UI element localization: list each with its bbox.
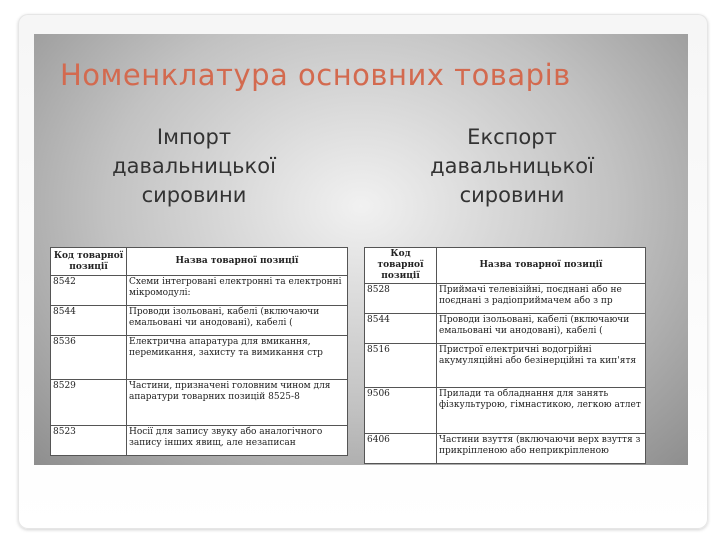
cell-name: Частини, призначені головним чином для апаратури товарних позицій 8525-8 [127, 380, 348, 426]
header-code: Код товарної позиції [51, 248, 127, 276]
cell-name: Пристрої електричні водогрійні акумуляційні або безінерційні та кип'ятя [437, 344, 646, 388]
import-table [50, 247, 348, 456]
table-row [365, 388, 646, 434]
table-header-row [365, 248, 646, 284]
table-row [51, 336, 348, 380]
cell-code: 6406 [365, 434, 437, 464]
cell-code: 8544 [51, 306, 127, 336]
cell-code: 8516 [365, 344, 437, 388]
table-row [365, 434, 646, 464]
cell-code: 8536 [51, 336, 127, 380]
export-table [364, 247, 646, 464]
cell-code: 9506 [365, 388, 437, 434]
import-heading: Імпорт давальницької сировини [112, 125, 276, 207]
cell-code: 8529 [51, 380, 127, 426]
table-row [365, 284, 646, 314]
cell-code: 8523 [51, 426, 127, 456]
table-row [365, 314, 646, 344]
cell-code: 8544 [365, 314, 437, 344]
table-row [51, 426, 348, 456]
cell-name: Електрична апаратура для вмикання, перемикання, захисту та вимикання стр [127, 336, 348, 380]
cell-name: Проводи ізольовані, кабелі (включаючи емальовані чи анодовані), кабелі ( [437, 314, 646, 344]
cell-name: Приймачі телевізійні, поєднані або не поєднані з радіоприймачем або з пр [437, 284, 646, 314]
cell-code: 8542 [51, 276, 127, 306]
slide-title: Номенклатура основних товарів [60, 58, 571, 92]
cell-name: Схеми інтегровані електронні та електронні мікромодулі: [127, 276, 348, 306]
cell-code: 8528 [365, 284, 437, 314]
cell-name: Проводи ізольовані, кабелі (включаючи емальовані чи анодовані), кабелі ( [127, 306, 348, 336]
header-code: Код товарної позиції [365, 248, 437, 284]
export-heading: Експорт давальницької сировини [430, 125, 594, 207]
header-name: Назва товарної позиції [127, 248, 348, 276]
table-header-row [51, 248, 348, 276]
header-name: Назва товарної позиції [437, 248, 646, 284]
table-row [51, 380, 348, 426]
table-row [51, 276, 348, 306]
cell-name: Частини взуття (включаючи верх взуття з прикріпленою або неприкріпленою [437, 434, 646, 464]
table-row [51, 306, 348, 336]
cell-name: Носії для запису звуку або аналогічного запису інших явищ, але незаписан [127, 426, 348, 456]
table-row [365, 344, 646, 388]
cell-name: Прилади та обладнання для занять фізкультурою, гімнастикою, легкою атлет [437, 388, 646, 434]
